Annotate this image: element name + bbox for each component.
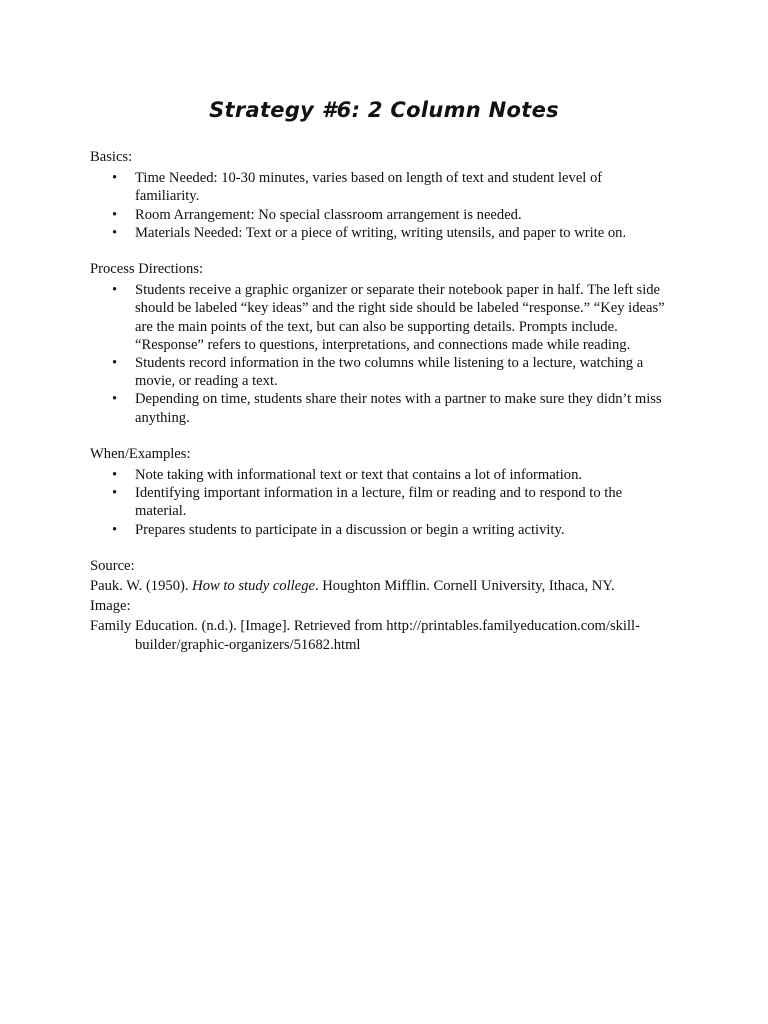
list-item — [90, 206, 670, 224]
list-item — [90, 466, 670, 484]
bullet-icon: • — [112, 170, 118, 187]
citation-suffix: . Houghton Mifflin. Cornell University, Ithaca, NY. — [314, 578, 615, 595]
source-citation — [90, 577, 670, 595]
bullet-icon: • — [112, 282, 118, 299]
bullet-icon: • — [112, 391, 118, 408]
list-item-text: Materials Needed: Text or a piece of writing, writing utensils, and paper to write on. — [135, 224, 627, 241]
list-item-text: Prepares students to participate in a discussion or begin a writing activity. — [135, 521, 565, 538]
bullet-icon: • — [112, 206, 118, 223]
basics-list — [90, 169, 670, 242]
citation-book-title: How to study college — [192, 578, 315, 595]
bullet-icon: • — [112, 521, 118, 538]
list-item-text: Students record information in the two columns while listening to a lecture, watching a movie, or reading a text. — [135, 355, 644, 390]
list-item — [90, 390, 670, 426]
process-heading: Process Directions: — [90, 261, 204, 278]
list-item-text: Room Arrangement: No special classroom arrangement is needed. — [135, 206, 522, 223]
list-item — [90, 281, 670, 354]
image-citation: Family Education. (n.d.). [Image]. Retrieved from http://printables.familyeducation.com/skill-builder/graphic-organizers/51682.html — [90, 618, 640, 653]
bullet-icon: • — [112, 224, 118, 241]
bullet-icon: • — [112, 355, 118, 372]
list-item — [90, 224, 670, 242]
page-title: Strategy #6: 2 Column Notes — [209, 98, 559, 122]
spacer — [90, 539, 670, 557]
citation-prefix: Pauk. W. (1950). — [90, 578, 193, 595]
basics-heading: Basics: — [90, 149, 133, 165]
list-item-text: Time Needed: 10-30 minutes, varies based on length of text and student level of familiarity. — [135, 170, 603, 205]
spacer — [90, 427, 670, 445]
bullet-icon: • — [112, 467, 118, 484]
process-list — [90, 281, 670, 427]
list-item-text: Depending on time, students share their notes with a partner to make sure they didn’t miss anything. — [135, 391, 662, 426]
bullet-icon: • — [112, 485, 118, 502]
examples-heading: When/Examples: — [90, 445, 191, 462]
image-heading: Image: — [90, 598, 131, 615]
list-item-text: Identifying important information in a lecture, film or reading and to respond to the material. — [135, 485, 623, 520]
list-item — [90, 521, 670, 539]
list-item — [90, 169, 670, 205]
list-item — [90, 484, 670, 520]
examples-list — [90, 466, 670, 539]
source-heading: Source: — [90, 557, 135, 574]
document-body — [90, 148, 670, 656]
list-item-text: Note taking with informational text or text that contains a lot of information. — [135, 467, 583, 484]
list-item — [90, 354, 670, 390]
list-item-text: Students receive a graphic organizer or separate their notebook paper in half. The left side should be labeled “key ideas” and the right side should be labeled “response.” “Key ideas” are the main points of the text, but can also be supporting details. Prompts include. “Response” refers to questions, interpretations, and connections made while reading. — [135, 282, 665, 353]
spacer — [90, 242, 670, 260]
